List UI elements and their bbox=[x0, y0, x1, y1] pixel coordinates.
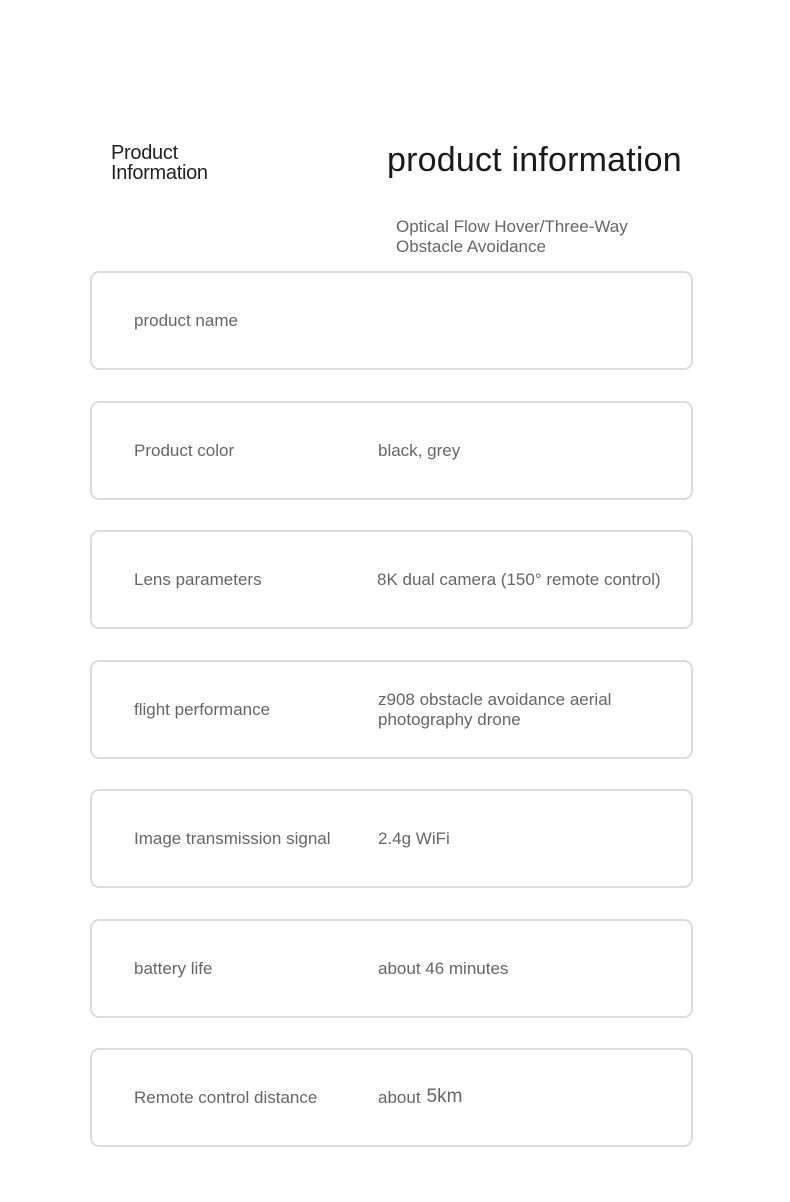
side-title bbox=[111, 143, 208, 183]
spec-value: about 46 minutes bbox=[378, 958, 509, 978]
subtitle bbox=[396, 217, 696, 257]
spec-label: battery life bbox=[134, 958, 213, 978]
spec-row-flight-performance bbox=[90, 660, 693, 759]
spec-value: 2.4g WiFi bbox=[378, 828, 450, 848]
spec-value bbox=[378, 1050, 690, 1145]
side-title-line2: Information bbox=[111, 162, 208, 184]
spec-row-battery-life bbox=[90, 919, 693, 1018]
spec-value: z908 obstacle avoidance aerial photography drone bbox=[378, 689, 612, 729]
spec-value: 8K dual camera (150° remote control) bbox=[377, 569, 661, 589]
side-title-line1: Product bbox=[111, 142, 178, 164]
spec-label: flight performance bbox=[134, 699, 271, 719]
subtitle-line2: Obstacle Avoidance bbox=[396, 237, 546, 256]
spec-value: black, grey bbox=[378, 440, 461, 460]
spec-value-prefix: about bbox=[378, 1087, 421, 1107]
spec-row-product-color bbox=[90, 401, 693, 500]
subtitle-line1: Optical Flow Hover/Three-Way bbox=[396, 217, 628, 236]
spec-label: Remote control distance bbox=[134, 1087, 318, 1107]
spec-label: Lens parameters bbox=[134, 569, 262, 589]
spec-label: product name bbox=[134, 310, 238, 330]
spec-value-suffix: 5km bbox=[426, 1085, 463, 1107]
spec-label: Product color bbox=[134, 440, 235, 460]
spec-row-image-transmission bbox=[90, 789, 693, 888]
spec-label: Image transmission signal bbox=[134, 828, 331, 848]
spec-row-lens-parameters bbox=[90, 530, 693, 629]
spec-value bbox=[378, 273, 690, 368]
spec-row-product-name bbox=[90, 271, 693, 370]
page-title: product information bbox=[387, 141, 682, 179]
spec-row-remote-control-distance bbox=[90, 1048, 693, 1147]
